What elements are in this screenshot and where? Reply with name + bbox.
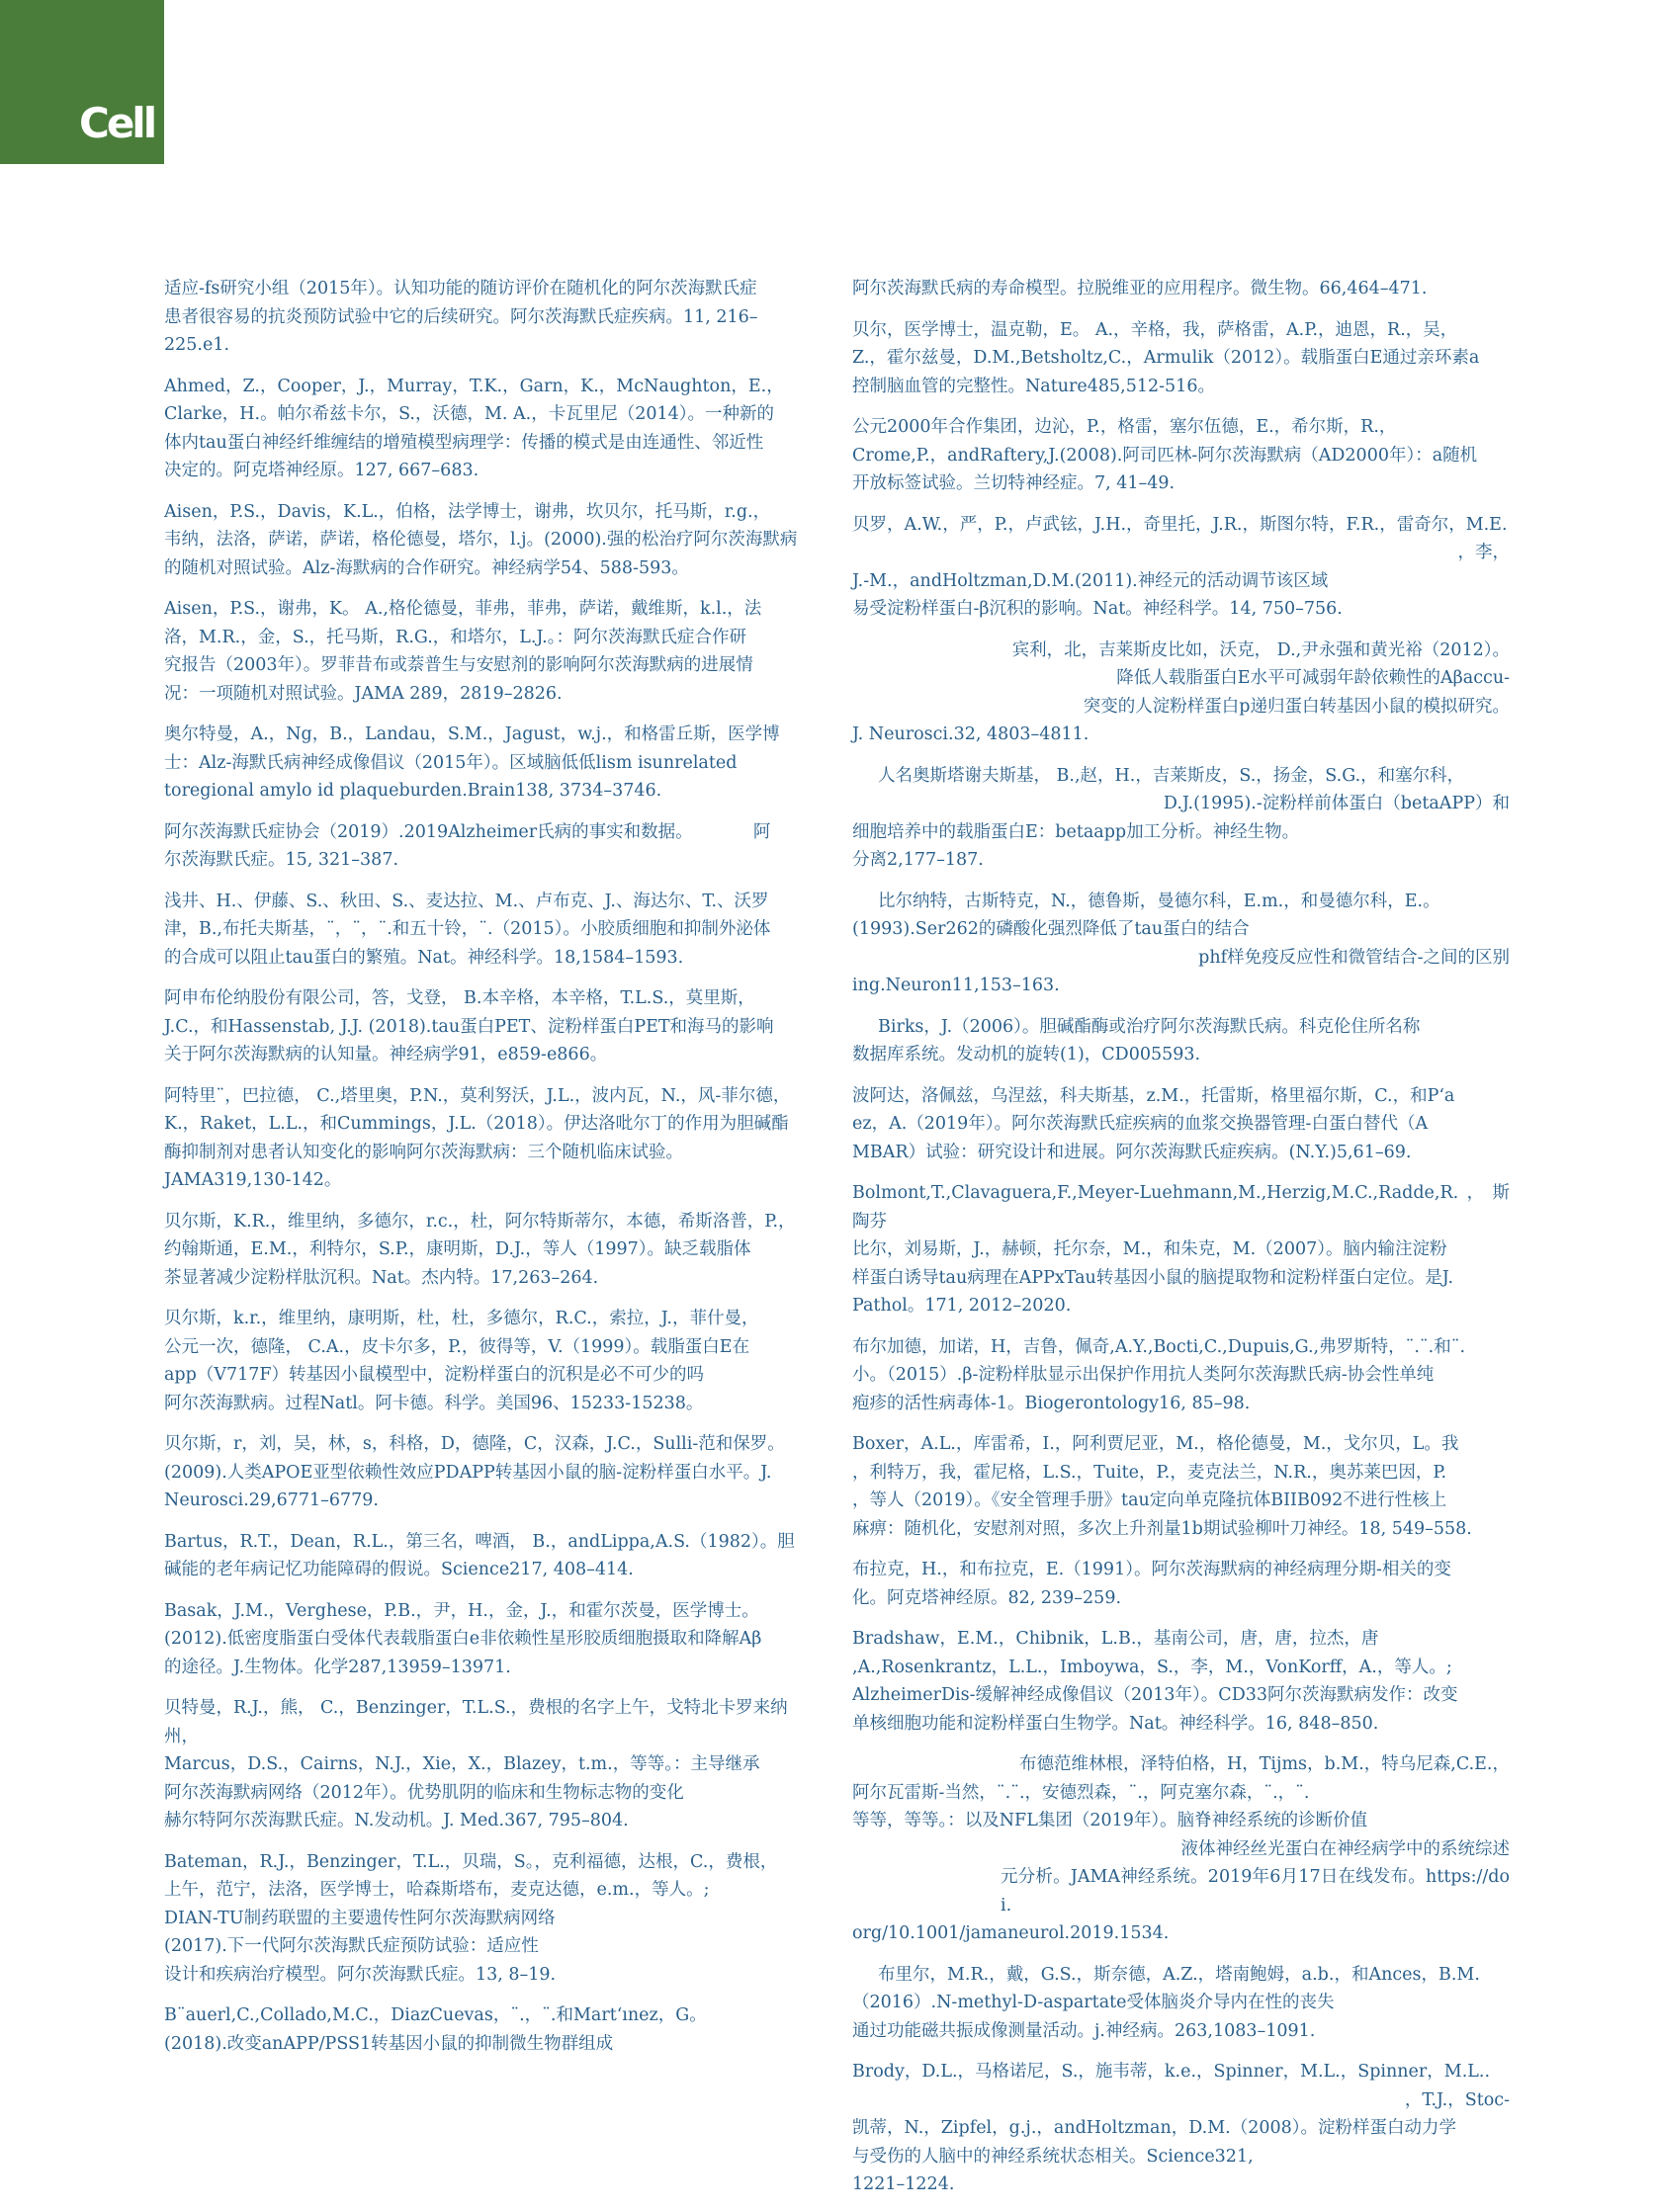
reference-entry bbox=[164, 595, 822, 708]
reference-line: 的随机对照试验。Alz-海默病的合作研究。神经病学54、588-593。 bbox=[164, 557, 689, 578]
reference-line: 麻痹：随机化，安慰剂对照，多次上升剂量1b期试验柳叶刀神经。18, 549–558. bbox=[852, 1518, 1472, 1539]
reference-line: 阿尔茨海默氏症协会（2019）.2019Alzheimer氏病的事实和数据。 阿 bbox=[164, 821, 771, 842]
reference-line: Bolmont,T.,Clavaguera,F.,Meyer-Luehmann,M.,Herzig,M.C.,Radde,R.，斯陶芬 bbox=[852, 1183, 1510, 1232]
reference-line: Ahmed，Z.，Cooper，J.，Murray，T.K.，Garn，K.，McNaughton，E.， bbox=[164, 376, 784, 396]
reference-line: 易受淀粉样蛋白-β沉积的影响。Nat。神经科学。14, 750–756. bbox=[852, 599, 1343, 619]
reference-line: Pathol。171, 2012–2020. bbox=[852, 1296, 1072, 1316]
reference-line: ，T.J.，Stoc- bbox=[1404, 2089, 1510, 2110]
reference-line: 阿尔茨海默病网络（2012年）。优势肌阴的临床和生物标志物的变化 bbox=[164, 1782, 684, 1803]
reference-line: 茶显著减少淀粉样肽沉积。Nat。杰内特。17,263–264. bbox=[164, 1267, 599, 1288]
reference-line: Neurosci.29,6771–6779. bbox=[164, 1490, 379, 1510]
reference-entry bbox=[164, 1082, 822, 1195]
reference-line: 225.e1. bbox=[164, 335, 230, 355]
reference-line: ，李， bbox=[1457, 543, 1510, 562]
reference-line: 公元2000年合作集团，边沁，P.，格雷，塞尔伍德，E.，希尔斯，R.， bbox=[852, 417, 1397, 437]
reference-line: Aisen，P.S.，谢弗，K。 A.,格伦德曼，菲弗，菲弗，萨诺，戴维斯，k.l.，法 bbox=[164, 599, 762, 619]
reference-line: K.，Raket，L.L.，和Cummings，J.L.（2018）。伊达洛吡尔丁的作用为胆碱酯 bbox=[164, 1114, 789, 1134]
reference-entry bbox=[852, 1013, 1510, 1069]
journal-logo-text: Cell bbox=[79, 99, 155, 147]
reference-line: D.J.(1995).-淀粉样前体蛋白（betaAPP）和 bbox=[1163, 794, 1510, 813]
reference-line: Brody，D.L.，马格诺尼，S.，施韦蒂，k.e.，Spinner，M.L.，Spinner，M.L.. bbox=[852, 2062, 1491, 2082]
reference-line: Boxer，A.L.，库雷希，I.，阿利贾尼亚，M.，格伦德曼，M.，戈尔贝，L。我 bbox=[852, 1434, 1459, 1454]
reference-line: Birks，J.（2006）。胆碱酯酶或治疗阿尔茨海默氏病。科克伦住所名称 bbox=[878, 1016, 1421, 1037]
reference-line: 人名奥斯塔谢夫斯基， B.,赵，H.，吉莱斯皮，S.，扬金，S.G.，和塞尔科， bbox=[878, 765, 1465, 786]
reference-line: (2018).改变anAPP/PSS1转基因小鼠的抑制微生物群组成 bbox=[164, 2033, 614, 2054]
reference-entry bbox=[852, 888, 1510, 1000]
reference-line: 关于阿尔茨海默病的认知量。神经病学91，e859-e866。 bbox=[164, 1045, 608, 1064]
reference-line: 津，B.,布托夫斯基，¨，¨，¨.和五十铃，¨.（2015）。小胶质细胞和抑制外泌体 bbox=[164, 919, 771, 939]
reference-line: Aisen，P.S.，Davis，K.L.，伯格，法学博士，谢弗，坎贝尔，托马斯，r.g.， bbox=[164, 501, 771, 522]
reference-line: 贝尔斯，k.r.，维里纳，康明斯，杜，杜，多德尔，R.C.，索拉，J.，菲什曼， bbox=[164, 1309, 759, 1328]
reference-entry bbox=[164, 1848, 822, 1990]
reference-entry bbox=[164, 275, 822, 360]
reference-line: 贝特曼，R.J.，熊， C.，Benzinger，T.L.S.，费根的名字上午，戈特北卡罗来纳 bbox=[164, 1698, 788, 1718]
reference-entry bbox=[164, 721, 822, 806]
reference-line: 上午，范宁，法洛，医学博士，哈森斯塔布，麦克达德，e.m.，等人。; bbox=[164, 1880, 710, 1900]
reference-entry bbox=[852, 1556, 1510, 1612]
reference-entry bbox=[164, 373, 822, 485]
reference-line: J.-M.，andHoltzman,D.M.(2011).神经元的活动调节该区域 bbox=[852, 570, 1329, 591]
references-right-column bbox=[852, 275, 1510, 2212]
reference-line: 洛，M.R.，金，S.，托马斯，R.G.，和塔尔，L.J.。：阿尔茨海默氏症合作研 bbox=[164, 627, 746, 647]
reference-line: AlzheimerDis-缓解神经成像倡议（2013年）。CD33阿尔茨海默病发作：改变 bbox=[852, 1685, 1458, 1705]
reference-line: ,A.,Rosenkrantz，L.L.，Imboywa，S.，李，M.，VonKorff，A.，等人。; bbox=[852, 1657, 1452, 1677]
reference-line: 小。（2015）.β-淀粉样肽显示出保护作用抗人类阿尔茨海默氏病-协会性单纯 bbox=[852, 1365, 1435, 1385]
reference-line: 开放标签试验。兰切特神经症。7, 41–49. bbox=[852, 473, 1176, 493]
reference-line: Crome,P.，andRaftery,J.(2008).阿司匹林-阿尔茨海默病（AD2000年）：a随机 bbox=[852, 445, 1478, 466]
reference-entry bbox=[852, 1430, 1510, 1543]
reference-line: 酶抑制剂对患者认知变化的影响阿尔茨海默病：三个随机临床试验。 bbox=[164, 1142, 683, 1162]
reference-entry bbox=[164, 1305, 822, 1417]
reference-entry bbox=[852, 1750, 1510, 1948]
reference-line: 等等，等等。：以及NFL集团（2019年）。脑脊神经系统的诊断价值 bbox=[852, 1811, 1368, 1830]
reference-entry bbox=[852, 275, 1510, 303]
reference-line: app（V717F）转基因小鼠模型中，淀粉样蛋白的沉积是必不可少的吗 bbox=[164, 1365, 705, 1385]
reference-entry bbox=[164, 1208, 822, 1293]
reference-entry bbox=[852, 1961, 1510, 2046]
reference-line: 碱能的老年病记忆功能障碍的假说。Science217, 408–414. bbox=[164, 1560, 634, 1579]
reference-line: 阿特里¨，巴拉德， C.,塔里奥，P.N.，莫利努沃，J.L.，波内瓦，N.，风-菲尔德， bbox=[164, 1085, 791, 1106]
reference-line: 体内tau蛋白神经纤维缠结的增殖模型病理学：传播的模式是由连通性、邻近性 bbox=[164, 432, 764, 453]
reference-line: 布尔加德，加诺，H，吉鲁，佩奇,A.Y.,Bocti,C.,Dupuis,G.,弗罗斯特，¨.¨.和¨. bbox=[852, 1336, 1466, 1357]
reference-line: 贝尔斯，r，刘，吴，林，s，科格，D，德隆，C，汉森，J.C.，Sulli-范和保罗。 bbox=[164, 1434, 785, 1454]
reference-line: MBAR）试验：研究设计和进展。阿尔茨海默氏症疾病。(N.Y.)5,61–69. bbox=[852, 1142, 1412, 1162]
reference-entry bbox=[164, 498, 822, 583]
reference-entry bbox=[164, 984, 822, 1069]
reference-line: 波阿达，洛佩兹，乌涅兹，科夫斯基，z.M.，托雷斯，格里福尔斯，C.，和P‘a bbox=[852, 1085, 1455, 1106]
reference-line: 宾利，北，吉莱斯皮比如，沃克， D.,尹永强和黄光裕（2012）。 bbox=[1011, 639, 1510, 660]
reference-line: 凯蒂，N.，Zipfel，g.j.，andHoltzman，D.M.（2008）。淀粉样蛋白动力学 bbox=[852, 2118, 1456, 2138]
reference-line: toregional amylo id plaqueburden.Brain138, 3734–3746. bbox=[164, 781, 662, 801]
reference-entry bbox=[852, 1625, 1510, 1738]
reference-line: 决定的。阿克塔神经原。127, 667–683. bbox=[164, 461, 479, 480]
reference-entry bbox=[164, 1597, 822, 1682]
reference-line: 样蛋白诱导tau病理在APPxTau转基因小鼠的脑提取物和淀粉样蛋白定位。是J. bbox=[852, 1267, 1454, 1288]
reference-line: 况：一项随机对照试验。JAMA 289，2819–2826. bbox=[164, 683, 563, 704]
reference-line: 尔茨海默氏症。15, 321–387. bbox=[164, 850, 399, 870]
reference-line: 的合成可以阻止tau蛋白的繁殖。Nat。神经科学。18,1584–1593. bbox=[164, 947, 684, 968]
reference-line: 韦纳，法洛，萨诺，萨诺，格伦德曼，塔尔，l.j。(2000).强的松治疗阿尔茨海默病 bbox=[164, 530, 798, 550]
reference-line: (1993).Ser262的磷酸化强烈降低了tau蛋白的结合 bbox=[852, 919, 1250, 939]
reference-line: (2017).下一代阿尔茨海默氏症预防试验：适应性 bbox=[164, 1936, 539, 1956]
reference-line: 公元一次，德隆， C.A.，皮卡尔多，P.，彼得等，V.（1999）。载脂蛋白E在 bbox=[164, 1336, 750, 1357]
reference-line: J.C.，和Hassenstab, J.J. (2018).tau蛋白PET、淀粉样蛋白PET和海马的影响 bbox=[164, 1016, 774, 1037]
reference-entry bbox=[852, 1333, 1510, 1418]
reference-line: 比尔纳特，古斯特克，N.，德鲁斯，曼德尔科，E.m.，和曼德尔科，E.。 bbox=[878, 891, 1440, 911]
reference-line: 化。阿克塔神经原。82, 239–259. bbox=[852, 1587, 1122, 1608]
reference-line: 布德范维林根，泽特伯格，H，Tijms，b.M.，特乌尼森,C.E.， bbox=[1018, 1754, 1510, 1774]
reference-line: org/10.1001/jamaneurol.2019.1534. bbox=[852, 1923, 1170, 1943]
reference-line: DIAN-TU制药联盟的主要遗传性阿尔茨海默病网络 bbox=[164, 1908, 556, 1928]
journal-logo-block bbox=[0, 0, 164, 164]
reference-line: (2012).低密度脂蛋白受体代表载脂蛋白e非依赖性星形胶质细胞摄取和降解Aβ bbox=[164, 1629, 762, 1649]
reference-line: Marcus，D.S.，Cairns，N.J.，Xie，X.，Blazey，t.m.，等等。：主导继承 bbox=[164, 1754, 760, 1774]
reference-line: 贝罗，A.W.，严，P.，卢武铉，J.H.，奇里托，J.R.，斯图尔特，F.R.，雷奇尔，M.E. bbox=[852, 514, 1508, 535]
reference-line: 约翰斯通，E.M.，利特尔，S.P.，康明斯，D.J.，等人（1997）。缺乏载脂体 bbox=[164, 1239, 751, 1259]
reference-line: 突变的人淀粉样蛋白p递归蛋白转基因小鼠的模拟研究。 bbox=[1083, 696, 1510, 717]
reference-line: 究报告（2003年）。罗菲昔布或萘普生与安慰剂的影响阿尔茨海默病的进展情 bbox=[164, 655, 753, 675]
reference-line: 元分析。JAMA神经系统。2019年6月17日在线发布。https://doi. bbox=[1001, 1867, 1510, 1915]
reference-entry bbox=[852, 762, 1510, 875]
reference-line: Bradshaw，E.M.，Chibnik，L.B.，基南公司，唐，唐，拉杰，唐 bbox=[852, 1629, 1379, 1649]
reference-entry bbox=[852, 511, 1510, 624]
reference-entry bbox=[164, 888, 822, 973]
reference-line: 控制脑血管的完整性。Nature485,512-516。 bbox=[852, 376, 1215, 396]
reference-line: 布拉克，H.，和布拉克，E.（1991）。阿尔茨海默病的神经病理分期-相关的变 bbox=[852, 1560, 1451, 1579]
reference-line: ，利特万，我，霍尼格，L.S.，Tuite，P.，麦克法兰，N.R.，奥苏莱巴因，P. bbox=[852, 1462, 1447, 1483]
references-left-column bbox=[164, 275, 822, 2071]
reference-line: 阿尔瓦雷斯-当然，¨.¨.，安德烈森，¨.，阿克塞尔森，¨.，¨. bbox=[852, 1782, 1310, 1803]
reference-line: 阿尔茨海默氏病的寿命模型。拉脱维亚的应用程序。微生物。66,464–471. bbox=[852, 279, 1428, 298]
reference-entry bbox=[164, 1694, 822, 1835]
reference-line: ，等人（2019）。《安全管理手册》tau定向单克隆抗体BIIB092不进行性核上 bbox=[852, 1490, 1447, 1510]
reference-line: 布里尔，M.R.，戴，G.S.，斯奈德，A.Z.，塔南鲍姆，a.b.，和Ances，B.M. bbox=[878, 1964, 1480, 1985]
reference-line: 适应-fs研究小组（2015年）。认知功能的随访评价在随机化的阿尔茨海默氏症 bbox=[164, 279, 757, 298]
reference-entry bbox=[164, 818, 822, 875]
reference-line: Bateman，R.J.，Benzinger，T.L.，贝瑞，S。，克利福德，达根，C.，费根， bbox=[164, 1851, 778, 1872]
reference-line: 州， bbox=[164, 1726, 199, 1746]
reference-entry bbox=[852, 637, 1510, 749]
reference-line: 贝尔斯，K.R.，维里纳，多德尔，r.c.，杜，阿尔特斯蒂尔，本德，希斯洛普，P.， bbox=[164, 1211, 796, 1232]
reference-line: 赫尔特阿尔茨海默氏症。N.发动机。J. Med.367, 795–804. bbox=[164, 1811, 629, 1830]
reference-entry bbox=[852, 413, 1510, 498]
reference-entry bbox=[852, 2058, 1510, 2199]
reference-line: 液体神经丝光蛋白在神经病学中的系统综述 bbox=[1180, 1838, 1510, 1859]
reference-line: phf样免疫反应性和微管结合-之间的区别 bbox=[1198, 947, 1510, 968]
reference-line: 贝尔，医学博士，温克勒，E。 A.，辛格，我，萨格雷，A.P.，迪恩，R.，吴， bbox=[852, 319, 1458, 340]
reference-entry bbox=[852, 1179, 1510, 1320]
reference-line: Z.，霍尔兹曼，D.M.,Betsholtz,C.，Armulik（2012）。载脂蛋白E通过亲环素a bbox=[852, 348, 1480, 368]
reference-line: ing.Neuron11,153–163. bbox=[852, 976, 1060, 995]
reference-line: 的途径。J.生物体。化学287,13959–13971. bbox=[164, 1657, 511, 1677]
reference-line: JAMA319,130-142。 bbox=[164, 1170, 342, 1190]
reference-line: 奥尔特曼，A.，Ng，B.，Landau，S.M.，Jagust，w.j.，和格雷丘斯，医学博 bbox=[164, 724, 780, 744]
reference-entry bbox=[852, 316, 1510, 401]
reference-line: 阿申布伦纳股份有限公司，答，戈登， B.本辛格，本辛格，T.L.S.，莫里斯， bbox=[164, 988, 755, 1008]
reference-line: 与受伤的人脑中的神经系统状态相关。Science321, bbox=[852, 2146, 1254, 2167]
reference-line: 通过功能磁共振成像测量活动。j.神经病。263,1083–1091. bbox=[852, 2020, 1316, 2041]
reference-line: （2016）.N-methyl-D-aspartate受体脑炎介导内在性的丧失 bbox=[852, 1993, 1335, 2012]
reference-entry bbox=[164, 1528, 822, 1584]
reference-line: 士：Alz-海默氏病神经成像倡议（2015年）。区域脑低低lism isunrelated bbox=[164, 752, 738, 773]
reference-line: 浅井、H.、伊藤、S.、秋田、S.、麦达拉、M.、卢布克、J.、海达尔、T.、沃罗 bbox=[164, 891, 769, 911]
reference-line: 数据库系统。发动机的旋转(1)，CD005593. bbox=[852, 1045, 1201, 1064]
reference-line: 疱疹的活性病毒体-1。Biogerontology16, 85–98. bbox=[852, 1393, 1251, 1413]
reference-line: Basak，J.M.，Verghese，P.B.，尹，H.，金，J.，和霍尔茨曼，医学博士。 bbox=[164, 1600, 759, 1621]
reference-line: 分离2,177–187. bbox=[852, 850, 984, 870]
reference-entry bbox=[164, 1430, 822, 1515]
reference-line: 细胞培养中的载脂蛋白E：betaapp加工分析。神经生物。 bbox=[852, 821, 1300, 842]
reference-line: 患者很容易的抗炎预防试验中它的后续研究。阿尔茨海默氏症疾病。11, 216– bbox=[164, 306, 758, 327]
reference-line: 单核细胞功能和淀粉样蛋白生物学。Nat。神经科学。16, 848–850. bbox=[852, 1713, 1379, 1734]
reference-line: Clarke，H.。帕尔希兹卡尔，S.，沃德，M. A.，卡瓦里尼（2014）。一种新的 bbox=[164, 404, 775, 424]
reference-line: 设计和疾病治疗模型。阿尔茨海默氏症。13, 8–19. bbox=[164, 1964, 557, 1985]
reference-line: 比尔，刘易斯，J.，赫顿，托尔奈，M.，和朱克，M.（2007）。脑内输注淀粉 bbox=[852, 1239, 1447, 1259]
reference-line: J. Neurosci.32, 4803–4811. bbox=[852, 724, 1089, 744]
reference-line: (2009).人类APOE亚型依赖性效应PDAPP转基因小鼠的脑-淀粉样蛋白水平。J. bbox=[164, 1462, 772, 1483]
reference-line: 1221–1224. bbox=[852, 2174, 955, 2194]
reference-entry bbox=[164, 2001, 822, 2058]
reference-line: Bartus，R.T.，Dean，R.L.，第三名，啤酒， B.，andLippa,A.S.（1982）。胆 bbox=[164, 1531, 795, 1552]
reference-line: B¨auerl,C.,Collado,M.C.，DiazCuevas，¨.，¨.和Mart‘ınez，G。 bbox=[164, 2005, 707, 2025]
reference-entry bbox=[852, 1082, 1510, 1167]
reference-line: 降低人载脂蛋白E水平可减弱年龄依赖性的Aβaccu- bbox=[1116, 668, 1510, 688]
reference-line: ez，A.（2019年）。阿尔茨海默氏症疾病的血浆交换器管理-白蛋白替代（A bbox=[852, 1114, 1429, 1134]
reference-line: 阿尔茨海默病。过程Natl。阿卡德。科学。美国96、15233-15238。 bbox=[164, 1393, 704, 1413]
